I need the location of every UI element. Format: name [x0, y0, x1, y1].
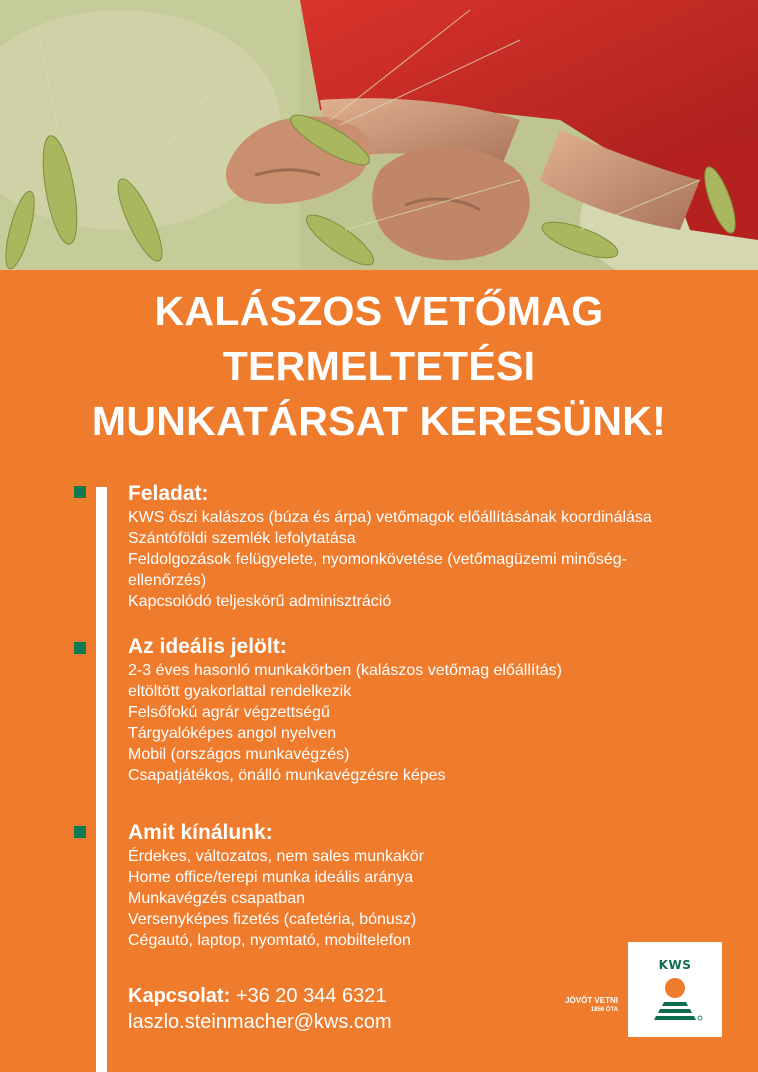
contact-email[interactable]: laszlo.steinmacher@kws.com [128, 1011, 392, 1033]
section-line: Tárgyalóképes angol nyelven [128, 725, 337, 742]
kws-logo-mark-icon [628, 942, 722, 1037]
bullet-icon [74, 642, 86, 654]
section-amit-kinalunk [128, 820, 738, 951]
section-heading: Amit kínálunk: [128, 821, 273, 844]
title-line-1: KALÁSZOS VETŐMAG [154, 288, 604, 334]
section-line: Felsőfokú agrár végzettségű [128, 704, 330, 721]
slogan-line-1: JÖVŐT VETNI [565, 996, 618, 1005]
title-line-3: MUNKATÁRSAT KERESÜNK! [91, 398, 667, 444]
bullet-icon [74, 486, 86, 498]
section-idealis-jelolt [128, 634, 738, 786]
section-line: eltöltött gyakorlattal rendelkezik [128, 683, 352, 700]
section-line: Érdekes, változatos, nem sales munkakör [128, 848, 425, 865]
section-line: Versenyképes fizetés (cafetéria, bónusz) [128, 911, 417, 928]
company-slogan [500, 995, 618, 1015]
section-line: Home office/terepi munka ideális aránya [128, 869, 414, 886]
vertical-divider [96, 487, 107, 1072]
kws-logo-text: KWS [658, 958, 692, 972]
section-heading: Az ideális jelölt: [128, 635, 287, 658]
section-line: ellenőrzés) [128, 572, 207, 589]
section-line: KWS őszi kalászos (búza és árpa) vetőmagok előállításának koordinálása [128, 509, 652, 526]
section-line: Kapcsolódó teljeskörű adminisztráció [128, 593, 392, 610]
contact-label: Kapcsolat: [128, 985, 231, 1007]
section-line: Csapatjátékos, önálló munkavégzésre képes [128, 767, 446, 784]
contact-phone[interactable]: +36 20 344 6321 [235, 985, 387, 1007]
contact-block [128, 983, 392, 1035]
kws-logo [628, 942, 722, 1037]
section-line: Szántóföldi szemlék lefolytatása [128, 530, 356, 547]
title-line-2: TERMELTETÉSI [222, 343, 536, 389]
section-line: Cégautó, laptop, nyomtató, mobiltelefon [128, 932, 411, 949]
section-line: 2-3 éves hasonló munkakörben (kalászos vetőmag előállítás) [128, 662, 563, 679]
section-line: Mobil (országos munkavégzés) [128, 746, 350, 763]
section-line: Feldolgozások felügyelete, nyomonkövetése (vetőmagüzemi minőség- [128, 551, 627, 568]
section-feladat [128, 481, 738, 612]
photo-illustration [0, 0, 758, 270]
wheat-field-hands-photo [0, 0, 758, 270]
slogan-line-2: 1856 ÓTA [590, 1007, 618, 1013]
page-title [0, 284, 758, 449]
bullet-icon [74, 826, 86, 838]
section-heading: Feladat: [128, 482, 209, 505]
section-line: Munkavégzés csapatban [128, 890, 305, 907]
